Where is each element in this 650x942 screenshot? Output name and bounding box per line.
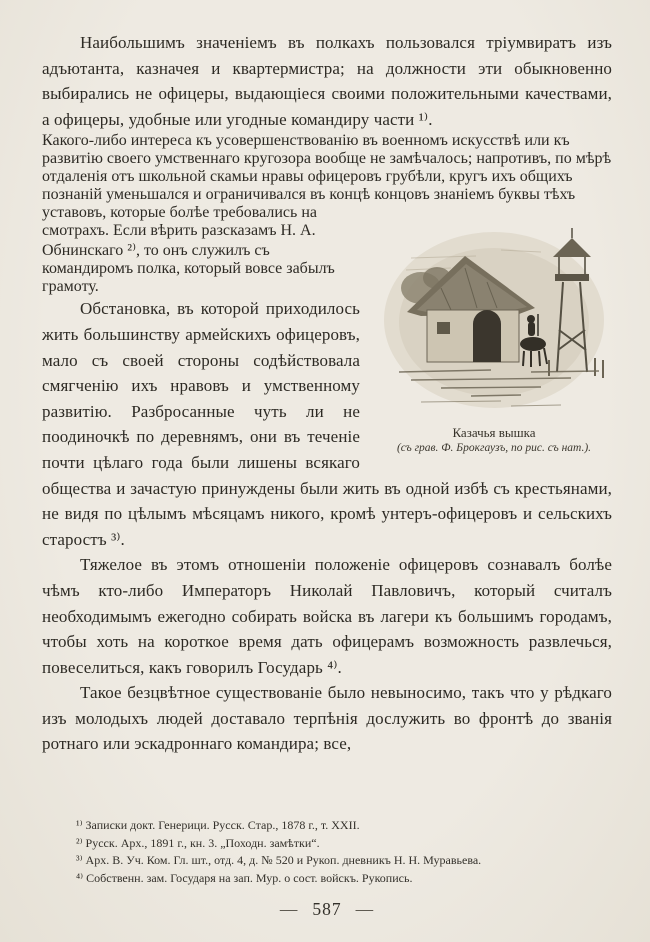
page-body-text bbox=[42, 30, 612, 757]
figure-caption-credit: (съ грав. Ф. Брокгаузъ, по рис. съ нат.). bbox=[396, 442, 592, 455]
footnote-marker: ³⁾ bbox=[76, 853, 83, 867]
footnote-marker: ¹⁾ bbox=[76, 818, 83, 832]
paragraph bbox=[42, 552, 612, 680]
engraving-figure bbox=[376, 210, 612, 456]
page-number-dash-right: — bbox=[355, 899, 375, 919]
paragraph-text: Обстановка, въ которой приходилось жить большинству армейскихъ офицеровъ, мало съ своей стороны содѣйствовала смягченію ихъ нравовъ и умственному развитію. Разбросанные чуть ли не поодиночкѣ по деревнямъ, они въ теченіе почти цѣлаго года были лишены всякаго общества и зачастую принуждены были жить въ одной избѣ съ крестьянами, не видя по цѣлымъ мѣсяцамъ никого, кромѣ унтеръ-офицеровъ и сельскихъ старостъ ³⁾. bbox=[42, 299, 612, 549]
paragraph-text: Тяжелое въ этомъ отношеніи положеніе офицеровъ сознавалъ болѣе чѣмъ кто-либо Императоръ Николай Павловичъ, который считалъ необходимымъ ежегодно собирать войска въ лагери къ большимъ городамъ, чтобы хоть на короткое время дать офицерамъ возможность развлечься, повеселиться, какъ говорилъ Государь ⁴⁾. bbox=[42, 555, 612, 677]
page-number bbox=[42, 899, 612, 920]
figure-caption-title: Казачья вышка bbox=[452, 425, 536, 441]
footnote-text: Записки докт. Генерици. Русск. Стар., 1878 г., т. XXII. bbox=[85, 818, 360, 832]
footnote-marker: ⁴⁾ bbox=[76, 870, 84, 885]
paragraph-text: Какого-либо интереса къ усовершенствованію въ военномъ искусствѣ или къ развитію своего умственнаго кругозора вообще не замѣчалось; напротивъ, по мѣрѣ отдаленія отъ школьной скамьи нравы офицеровъ грубѣли, кругъ ихъ общихъ познаній уменьшался и ограничивался въ концѣ концовъ знаніемъ буквы тѣхъ уставовъ, которые болѣе требовались на смотрахъ. Если вѣрить разсказамъ Н. А. Обнинскаго ²⁾, то онъ служилъ съ командиромъ полка, который вовсе забылъ грамоту. bbox=[42, 132, 612, 296]
footnote-marker: ²⁾ bbox=[76, 835, 83, 850]
cossack-watchtower-engraving bbox=[381, 210, 607, 418]
paragraph-text: Наибольшимъ значеніемъ въ полкахъ пользовался тріумвиратъ изъ адъютанта, казначея и квартермистра; на должности эти обыкновенно выбирались не офицеры, выдающіеся своими положительными качествами, а офицеры, удобные или угодные командиру части ¹⁾. bbox=[42, 33, 612, 129]
paragraph bbox=[42, 680, 612, 757]
footnote bbox=[76, 835, 612, 853]
figure-caption bbox=[376, 424, 612, 456]
paragraph-text: Такое безцвѣтное существованіе было невыносимо, такъ что у рѣдкаго изъ молодыхъ людей доставало терпѣнія дослужить во фронтѣ до званія ротнаго или эскадроннаго командира; все, bbox=[42, 683, 612, 754]
footnote bbox=[76, 817, 612, 835]
page-number-value: 587 bbox=[312, 899, 342, 919]
footnote-text: Русск. Арх., 1891 г., кн. 3. „Походн. замѣтки“. bbox=[85, 835, 320, 850]
footnotes-block bbox=[42, 803, 612, 887]
paragraph bbox=[42, 30, 612, 132]
page-number-dash-left: — bbox=[279, 899, 299, 919]
footnote-text: Собственн. зам. Государя на зап. Мур. о сост. войскъ. Рукопись. bbox=[86, 870, 413, 885]
footnote-text: Арх. В. Уч. Ком. Гл. шт., отд. 4, д. № 520 и Рукоп. дневникъ Н. Н. Муравьева. bbox=[85, 853, 482, 867]
footnote bbox=[76, 870, 612, 888]
footnote bbox=[76, 852, 612, 870]
